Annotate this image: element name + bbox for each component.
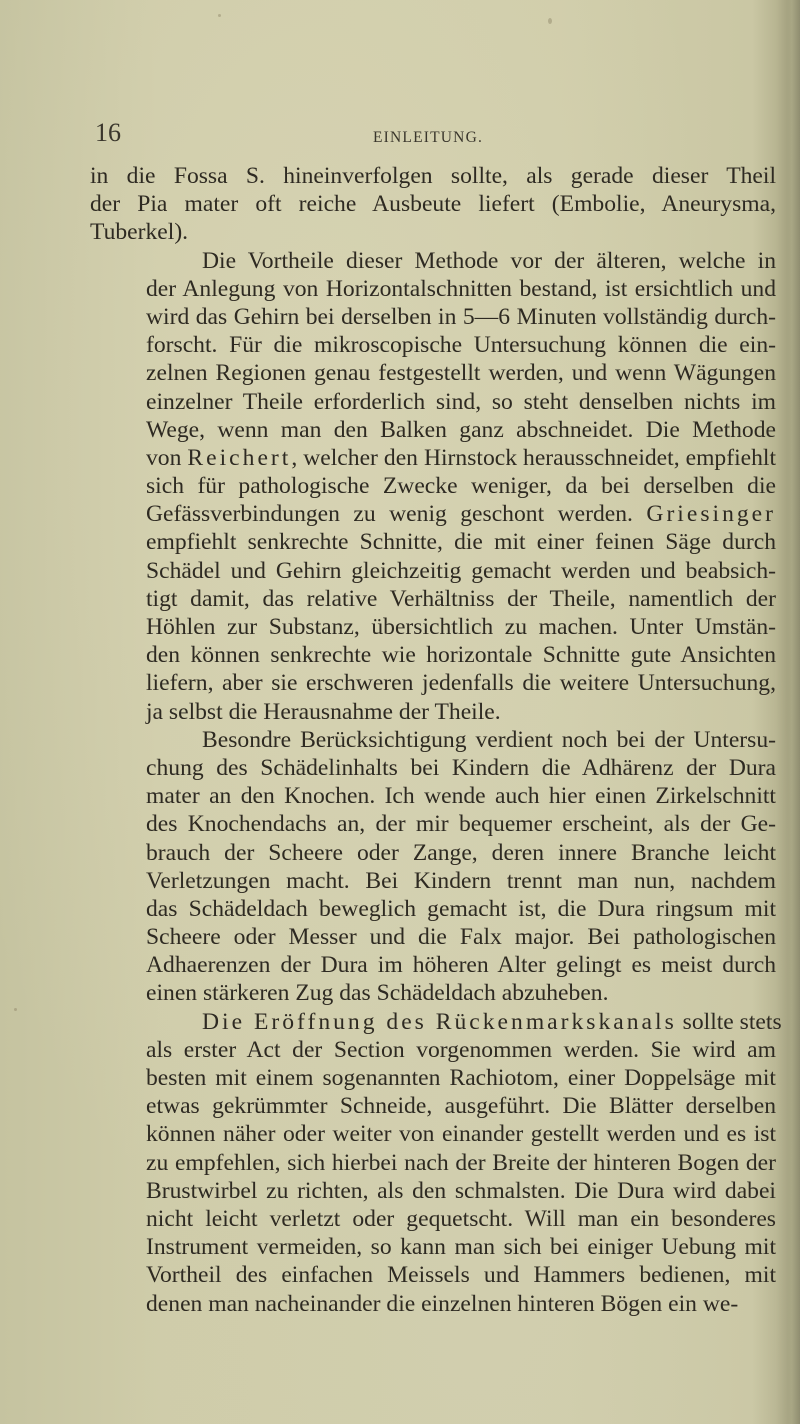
text-line	[90, 388, 776, 416]
text-line	[90, 754, 776, 782]
paragraph	[90, 247, 776, 726]
text-line	[90, 190, 776, 218]
text-line	[90, 557, 776, 585]
text-segment: Adhaerenzen der Dura im höheren Alter gelingt es meist durch	[146, 952, 776, 979]
text-segment: mater an den Knochen. Ich wende auch hier einen Zirkelschnitt	[146, 783, 776, 810]
text-line	[90, 1149, 776, 1177]
text-segment: Tuberkel).	[90, 219, 189, 246]
text-segment: als erster Act der Section vorgenommen werden. Sie wird am	[146, 1036, 776, 1063]
text-segment: des Knochendachs an, der mir bequemer erscheint, als der Ge-	[146, 811, 776, 838]
text-segment: der Pia mater oft reiche Ausbeute liefert (Embolie, Aneurysma,	[90, 191, 776, 218]
text-line	[90, 810, 776, 838]
text-line	[90, 331, 776, 359]
text-line	[90, 641, 776, 669]
text-line	[90, 1008, 782, 1036]
text-segment: den können senkrechte wie horizontale Schnitte gute Ansichten	[146, 642, 776, 669]
text-segment: Instrument vermeiden, so kann man sich bei einiger Uebung mit	[146, 1234, 776, 1261]
paragraph	[90, 726, 776, 1008]
text-segment: nicht leicht verletzt oder gequetscht. Will man ein besonderes	[146, 1205, 776, 1232]
text-line	[90, 1064, 776, 1092]
text-segment: besten mit einem sogenannten Rachiotom, einer Doppelsäge mit	[146, 1065, 776, 1091]
text-line	[90, 500, 776, 528]
text-line	[90, 218, 776, 246]
text-segment: der Anlegung von Horizontalschnitten bestand, ist ersichtlich und	[146, 275, 776, 302]
text-line	[90, 1120, 776, 1148]
page-header	[95, 118, 775, 158]
text-segment: empfiehlt senkrechte Schnitte, die mit einer feinen Säge durch	[146, 529, 776, 556]
body-text	[90, 162, 782, 1318]
paper-speck	[14, 1008, 17, 1011]
page-number: 16	[95, 118, 121, 147]
text-segment: Die Vortheile dieser Methode vor der älteren, welche in	[202, 247, 776, 274]
text-line	[90, 1205, 776, 1233]
text-line	[90, 923, 776, 951]
page-gutter-shadow	[786, 0, 800, 1424]
text-segment: wird das Gehirn bei derselben in 5—6 Minuten vollständig durch-	[146, 303, 776, 330]
text-segment: Brustwirbel zu richten, als den schmalsten. Die Dura wird dabei	[146, 1177, 776, 1204]
spaced-emphasis: Griesinger	[646, 501, 776, 528]
text-line	[90, 895, 776, 923]
text-segment: zu empfehlen, sich hierbei nach der Breite der hinteren Bogen der	[146, 1149, 776, 1176]
text-segment: von	[146, 444, 188, 471]
spaced-emphasis: Die Eröffnung des Rückenmarkskanals	[202, 1008, 677, 1035]
text-segment: sollte stets	[676, 1008, 782, 1035]
text-line	[90, 726, 776, 754]
text-line	[90, 698, 776, 726]
text-segment: Höhlen zur Substanz, übersichtlich zu machen. Unter Umstän-	[146, 614, 776, 640]
text-line	[90, 839, 776, 867]
text-segment: das Schädeldach beweglich gemacht ist, die Dura ringsum mit	[146, 895, 776, 922]
text-line	[90, 162, 776, 190]
text-line	[90, 1261, 776, 1289]
text-line	[90, 585, 776, 613]
text-line	[90, 1036, 776, 1064]
text-line	[90, 979, 776, 1007]
text-line	[90, 1177, 776, 1205]
text-segment: tigt damit, das relative Verhältniss der Theile, namentlich der	[146, 585, 776, 612]
text-line	[90, 1092, 776, 1120]
paragraph	[90, 162, 776, 247]
text-segment: denen man nacheinander die einzelnen hinteren Bögen ein we-	[146, 1290, 739, 1317]
text-line	[90, 247, 776, 275]
running-head: EINLEITUNG.	[373, 129, 484, 146]
text-segment: brauch der Scheere oder Zange, deren innere Branche leicht	[146, 839, 776, 866]
text-segment: Gefässverbindungen zu wenig geschont werden.	[146, 501, 647, 528]
text-segment: einen stärkeren Zug das Schädeldach abzuheben.	[146, 980, 609, 1007]
text-segment: liefern, aber sie erschweren jedenfalls die weitere Untersuchung,	[146, 670, 776, 697]
paragraph	[90, 1008, 782, 1318]
text-line	[90, 416, 776, 444]
text-segment: Verletzungen macht. Bei Kindern trennt man nun, nachdem	[146, 867, 776, 894]
text-segment: ja selbst die Herausnahme der Theile.	[146, 698, 501, 725]
text-segment: Schädel und Gehirn gleichzeitig gemacht werden und beabsich-	[146, 557, 776, 584]
text-line	[90, 669, 776, 697]
text-segment: Wege, wenn man den Balken ganz abschneidet. Die Methode	[146, 416, 776, 443]
paper-speck	[218, 14, 221, 17]
text-segment: Scheere oder Messer und die Falx major. Bei pathologischen	[146, 924, 776, 951]
text-line	[90, 951, 776, 979]
text-segment: zelnen Regionen genau festgestellt werden, und wenn Wägungen	[146, 360, 776, 387]
text-segment: einzelner Theile erforderlich sind, so steht denselben nichts im	[146, 388, 776, 415]
text-line	[90, 1290, 776, 1318]
spaced-emphasis: Reichert	[187, 444, 292, 471]
text-line	[90, 1233, 776, 1261]
text-segment: chung des Schädelinhalts bei Kindern die Adhärenz der Dura	[146, 754, 776, 781]
paper-speck	[548, 18, 552, 24]
text-line	[90, 782, 776, 810]
text-segment: etwas gekrümmter Schneide, ausgeführt. Die Blätter derselben	[146, 1093, 776, 1120]
text-segment: forscht. Für die mikroscopische Untersuchung können die ein-	[146, 332, 776, 359]
text-line	[90, 613, 776, 641]
text-line	[90, 867, 776, 895]
text-segment: , welcher den Hirnstock herausschneidet, empfiehlt	[291, 444, 777, 471]
text-line	[90, 528, 776, 556]
text-line	[90, 275, 776, 303]
text-line	[90, 359, 776, 387]
text-segment: Vortheil des einfachen Meissels und Hammers bedienen, mit	[146, 1262, 776, 1289]
text-line	[90, 303, 776, 331]
text-segment: sich für pathologische Zwecke weniger, da bei derselben die	[146, 473, 776, 500]
text-line	[90, 444, 776, 472]
text-line	[90, 472, 776, 500]
text-segment: in die Fossa S. hineinverfolgen sollte, als gerade dieser Theil	[90, 163, 776, 189]
text-segment: Besondre Berücksichtigung verdient noch bei der Untersu-	[202, 726, 776, 753]
text-segment: können näher oder weiter von einander gestellt werden und es ist	[146, 1121, 776, 1148]
